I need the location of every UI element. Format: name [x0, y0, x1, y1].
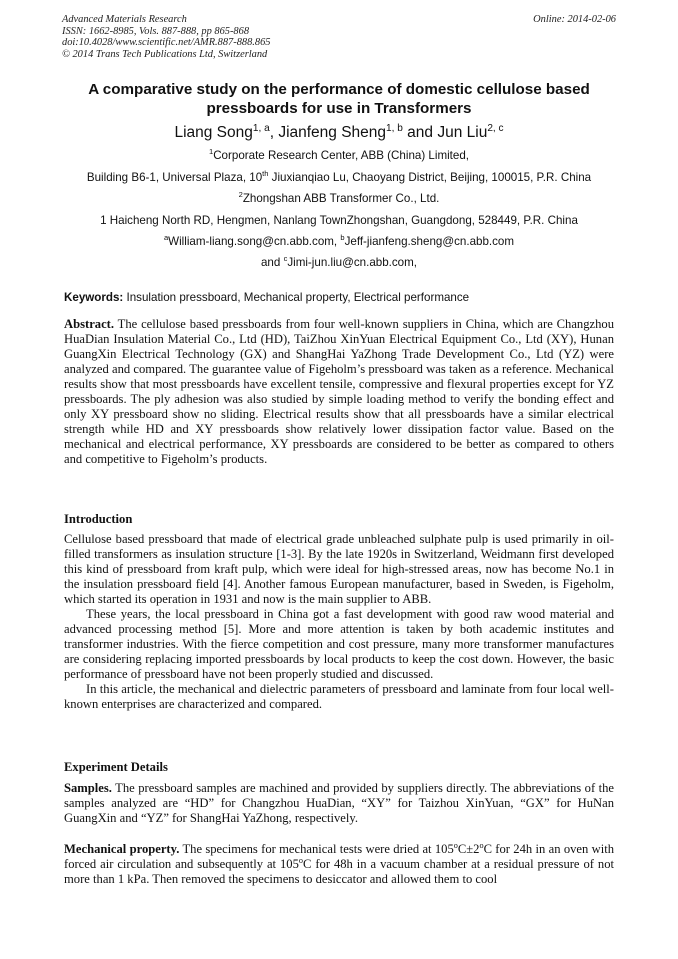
affiliation-1 — [40, 149, 638, 163]
email-address: Jimi-jun.liu@cn.abb.com, — [287, 256, 418, 269]
paragraph-text: C for 24h in an oven with forced air circulation and subsequently at 105 — [64, 842, 615, 871]
journal-doi: doi:10.4028/www.scientific.net/AMR.887-888.865 — [62, 37, 271, 49]
section-heading-introduction: Introduction — [64, 512, 133, 526]
author-name: Jianfeng Sheng — [278, 124, 387, 141]
abstract-label: Abstract. — [64, 317, 115, 331]
mechanical-property-label: Mechanical property. — [64, 842, 180, 856]
section-heading-experiment: Experiment Details — [64, 760, 168, 774]
journal-copyright: © 2014 Trans Tech Publications Ltd, Switzerland — [62, 48, 268, 60]
samples-text: The pressboard samples are machined and provided by suppliers directly. The abbreviations of the samples analyzed are “HD” for Changzhou HuaDian, “XY” for Taizhou XinYuan, “GX” for HuNan GuangXin and “YZ” for ShangHai YaZhong, respectively. — [64, 781, 614, 825]
email-line-2 — [40, 256, 638, 270]
email-address: William-liang.song@cn.abb.com, — [168, 235, 341, 248]
author-name: Jun Liu — [437, 124, 488, 141]
email-address: Jeff-jianfeng.sheng@cn.abb.com — [344, 235, 515, 248]
mechanical-property-paragraph — [64, 842, 614, 887]
author-marker: 1, a — [252, 122, 270, 134]
introduction-body — [64, 532, 614, 712]
affiliation-2-address: 1 Haicheng North RD, Hengmen, Nanlang TownZhongshan, Guangdong, 528449, P.R. China — [100, 214, 578, 227]
email-line-1 — [40, 235, 638, 249]
paragraph-text: C±2 — [457, 842, 480, 856]
author-separator: and — [402, 124, 438, 141]
author-marker: 2, c — [487, 122, 504, 134]
degree-mark: o — [298, 855, 303, 865]
ordinal-suffix: th — [262, 169, 269, 179]
address-text: Jiuxianqiao Lu, Chaoyang District, Beijing, 100015, P.R. China — [268, 171, 592, 184]
journal-issn: ISSN: 1662-8985, Vols. 887-888, pp 865-868 — [62, 25, 250, 37]
affiliation-text: Zhongshan ABB Transformer Co., Ltd. — [242, 192, 440, 205]
affiliation-marker: 1 — [208, 147, 214, 157]
email-marker: c — [283, 254, 288, 264]
paragraph-text: C for 48h in a vacuum chamber at a residual pressure of not more than 1 kPa. Then removed the specimens to desiccator and allowed them to cool — [64, 857, 614, 886]
abstract — [64, 317, 614, 467]
email-marker: b — [340, 233, 345, 243]
degree-mark: o — [453, 840, 458, 850]
keywords-text: Insulation pressboard, Mechanical property, Electrical performance — [123, 291, 470, 304]
online-date: Online: 2014-02-06 — [533, 14, 616, 25]
affiliation-marker: 2 — [238, 190, 243, 200]
keywords — [64, 291, 616, 305]
paragraph-text: The specimens for mechanical tests were dried at 105 — [179, 842, 454, 856]
degree-mark: o — [479, 840, 484, 850]
paragraph: Cellulose based pressboard that made of electrical grade unbleached sulphate pulp is used primarily in oil-filled transformers as insulation structure [1-3]. By the late 1920s in Switzerland, Weidmann first developed this kind of pressboard from kraft pulp, which were ideal for high-stressed areas, now has become No.1 in the insulation pressboard field [4]. Another famous European manufacturer, based in Sweden, is Figeholm, which started its operation in 1931 and now is the main supplier to ABB. — [64, 532, 614, 606]
author-name: Liang Song — [174, 124, 253, 141]
journal-info — [62, 14, 270, 60]
paragraph: These years, the local pressboard in China got a fast development with good raw wood material and advanced processing method [5]. More and more attention is taken by both academic institutes and transformer industries. With the fierce competition and cost pressure, many more transformer manufactures are considering replacing imported pressboards by local products to keep the cost down. However, the basic performance of pressboard have not been properly studied and discussed. — [64, 607, 614, 681]
author-list — [40, 124, 638, 142]
journal-name: Advanced Materials Research — [62, 14, 187, 25]
keywords-label: Keywords: — [64, 291, 124, 304]
email-conjunction: and — [260, 256, 284, 269]
affiliation-text: Corporate Research Center, ABB (China) Limited, — [213, 149, 470, 162]
paper-title — [40, 80, 638, 118]
affiliation-1-address — [40, 171, 638, 185]
address-text: Building B6-1, Universal Plaza, 10 — [86, 171, 263, 184]
author-separator: , — [269, 124, 279, 141]
samples-label: Samples. — [64, 781, 112, 795]
paragraph: In this article, the mechanical and dielectric parameters of pressboard and laminate from four local well-known enterprises are characterized and compared. — [64, 682, 614, 711]
abstract-text: The cellulose based pressboards from four well-known suppliers in China, which are Changzhou HuaDian Insulation Material Co., Ltd (HD), TaiZhou XinYuan Electrical Equipment Co., Ltd (XY), Hunan GuangXin Electrical Technology (GX) and ShangHai YaZhong Trade Development Co., Ltd (YZ) were analyzed and compared. The guarantee value of Figeholm’s pressboard was taken as a reference. Mechanical results show that most pressboards have excellent tensile, compressive and flexural properties except for YZ pressboards. The ply adhesion was also studied by simple loading method to verify the bonding effect and only XY pressboard show no sliding. Electrical results show that all pressboards have a similar electrical strength while HD and XY pressboards show relatively lower dissipation factor value. Based on the mechanical and electrical performance, XY pressboards are considered to be better as compared to others and competitive to Figeholm’s products. — [64, 317, 614, 466]
affiliation-2 — [40, 192, 638, 206]
email-marker: a — [163, 233, 169, 243]
samples-paragraph — [64, 781, 614, 826]
title-line-1: A comparative study on the performance of domestic cellulose based — [88, 81, 590, 98]
title-line-2: pressboards for use in Transformers — [206, 100, 472, 117]
author-marker: 1, b — [386, 122, 403, 134]
